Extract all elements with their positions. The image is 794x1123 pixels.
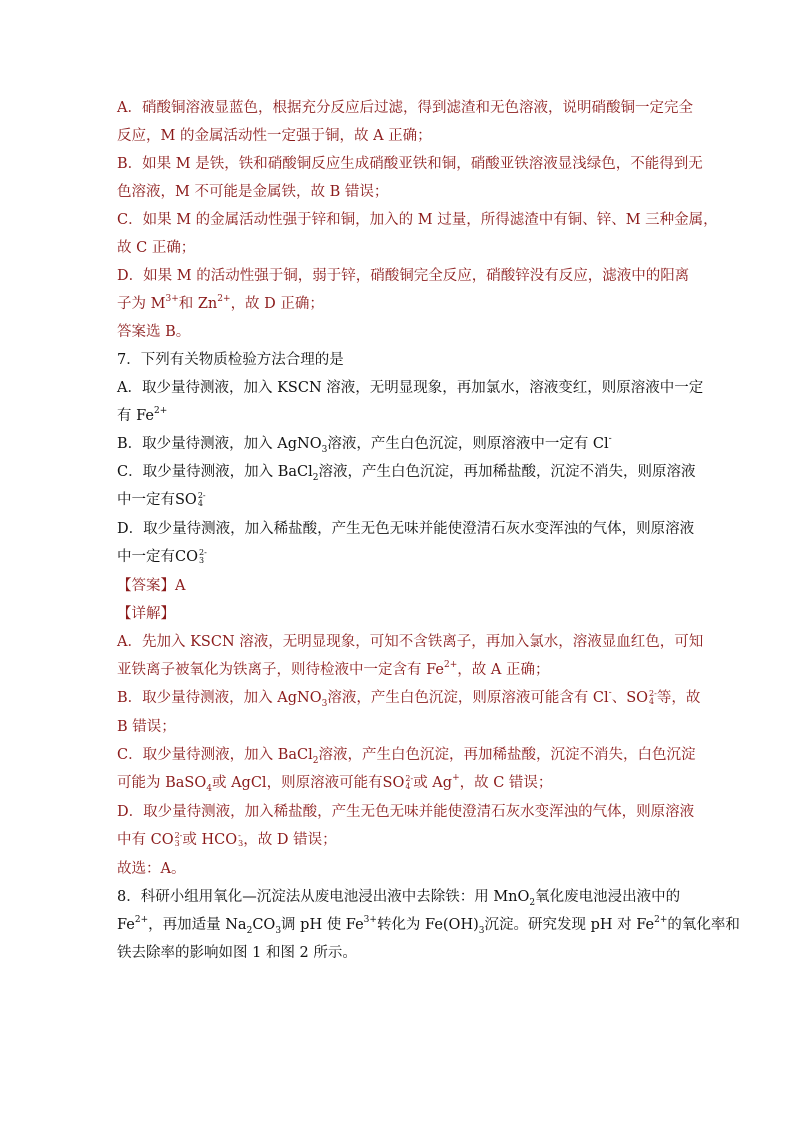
prev-option-d-line-2: 子为 $M^{3+}$和 $Zn^{2+}$，故 D 正确； bbox=[117, 294, 324, 312]
prev-conclusion: 答案选 B。 bbox=[117, 324, 191, 340]
bicarbonate-charge: - 3 bbox=[238, 831, 244, 848]
carbonate-charge: 2- 3 bbox=[198, 548, 207, 565]
prev-option-c-line-1: C．如果 M 的金属活动性强于锌和铜，加入的 M 过量，所得滤渣中有铜、锌、M 三种金属， bbox=[117, 212, 718, 228]
q7-conclusion: 故选：A。 bbox=[117, 861, 186, 877]
prev-option-a-line-1: A．硝酸铜溶液显蓝色，根据充分反应后过滤，得到滤渣和无色溶液，说明硝酸铜一定完全 bbox=[117, 100, 693, 116]
q7-detail-d-line-1: D．取少量待测液，加入稀盐酸，产生无色无味并能使澄清石灰水变浑浊的气体，则原溶液 bbox=[117, 804, 695, 820]
q7-option-b: B．取少量待测液，加入 AgNO$_3$溶液，产生白色沉淀，则原溶液中一定有 Cl- bbox=[117, 434, 612, 455]
q7-detail-b-line-2: B 错误； bbox=[117, 719, 176, 735]
q7-answer: 【答案】A bbox=[117, 578, 186, 594]
q7-detail-c-line-1: C．取少量待测液，加入 BaCl$_2$溶液，产生白色沉淀，再加稀盐酸，沉淀不消失，白色沉淀 bbox=[117, 747, 696, 766]
q7-detail-a-line-1: A．先加入 KSCN 溶液，无明显现象，可知不含铁离子，再加入氯水，溶液显血红色，可知 bbox=[117, 634, 704, 650]
q7-option-c-line-2: 中一定有SO 2- 4 bbox=[117, 491, 206, 508]
prev-option-a-line-2: 反应，M 的金属活动性一定强于铜，故 A 正确； bbox=[117, 128, 432, 144]
prev-option-b-line-1: B．如果 M 是铁，铁和硝酸铜反应生成硝酸亚铁和铜，硝酸亚铁溶液显浅绿色，不能得到无 bbox=[117, 156, 703, 172]
q8-line-1: 8．科研小组用氧化—沉淀法从废电池浸出液中去除铁：用 MnO$_2$氧化废电池浸出液中的 bbox=[117, 889, 681, 908]
sulfate-charge: 2- 4 bbox=[649, 689, 657, 706]
prev-option-c-line-2: 故 C 正确； bbox=[117, 240, 196, 256]
q7-option-a-line-1: A．取少量待测液，加入 KSCN 溶液，无明显现象，再加氯水，溶液变红，则原溶液中一定 bbox=[117, 380, 704, 396]
q7-option-a-line-2: 有 $Fe^{2+}$ bbox=[117, 406, 168, 424]
q7-stem: 7．下列有关物质检验方法合理的是 bbox=[117, 352, 344, 368]
sulfate-charge: 2- 4 bbox=[197, 491, 206, 508]
q7-detail-c-line-2: 可能为 BaSO$_4$或 AgCl，则原溶液可能有SO 2- 4 或 Ag+，故 C 错误； bbox=[117, 773, 553, 794]
prev-option-b-line-2: 色溶液，M 不可能是金属铁，故 B 错误； bbox=[117, 184, 389, 200]
document-page bbox=[117, 94, 740, 967]
q7-detail-d-line-2: 中有 CO 2- 3 或 HCO - 3 ，故 D 错误； bbox=[117, 831, 337, 848]
q8-line-3: 铁去除率的影响如图 1 和图 2 所示。 bbox=[117, 945, 357, 961]
q7-option-c-line-1: C．取少量待测液，加入 BaCl$_2$溶液，产生白色沉淀，再加稀盐酸，沉淀不消失，则原溶液 bbox=[117, 464, 696, 483]
q7-option-d-line-1: D．取少量待测液，加入稀盐酸，产生无色无味并能使澄清石灰水变浑浊的气体，则原溶液 bbox=[117, 521, 695, 537]
q7-detail-a-line-2: 亚铁离子被氧化为铁离子，则待检液中一定含有 $Fe^{2+}$，故 A 正确； bbox=[117, 660, 550, 678]
carbonate-charge: 2- 3 bbox=[174, 831, 183, 848]
q7-detail-b-line-1: B．取少量待测液，加入 AgNO$_3$溶液，产生白色沉淀，则原溶液可能含有 Cl-、SO 2- 4 等，故 bbox=[117, 688, 701, 709]
q7-detail-label: 【详解】 bbox=[117, 606, 175, 622]
prev-option-d-line-1: D．如果 M 的活动性强于铜，弱于锌，硝酸铜完全反应，硝酸锌没有反应，滤液中的阳离 bbox=[117, 268, 690, 284]
q7-option-d-line-2: 中一定有CO 2- 3 bbox=[117, 548, 207, 565]
sulfate-charge: 2- 4 bbox=[405, 774, 414, 791]
q8-line-2: $Fe^{2+}$，再加适量 $Na_2CO_3$调 pH 使 $Fe^{3+}$转化为 $Fe(OH)_3$沉淀。研究发现 pH 对 $Fe^{2+}$的氧化率和 bbox=[117, 915, 740, 936]
